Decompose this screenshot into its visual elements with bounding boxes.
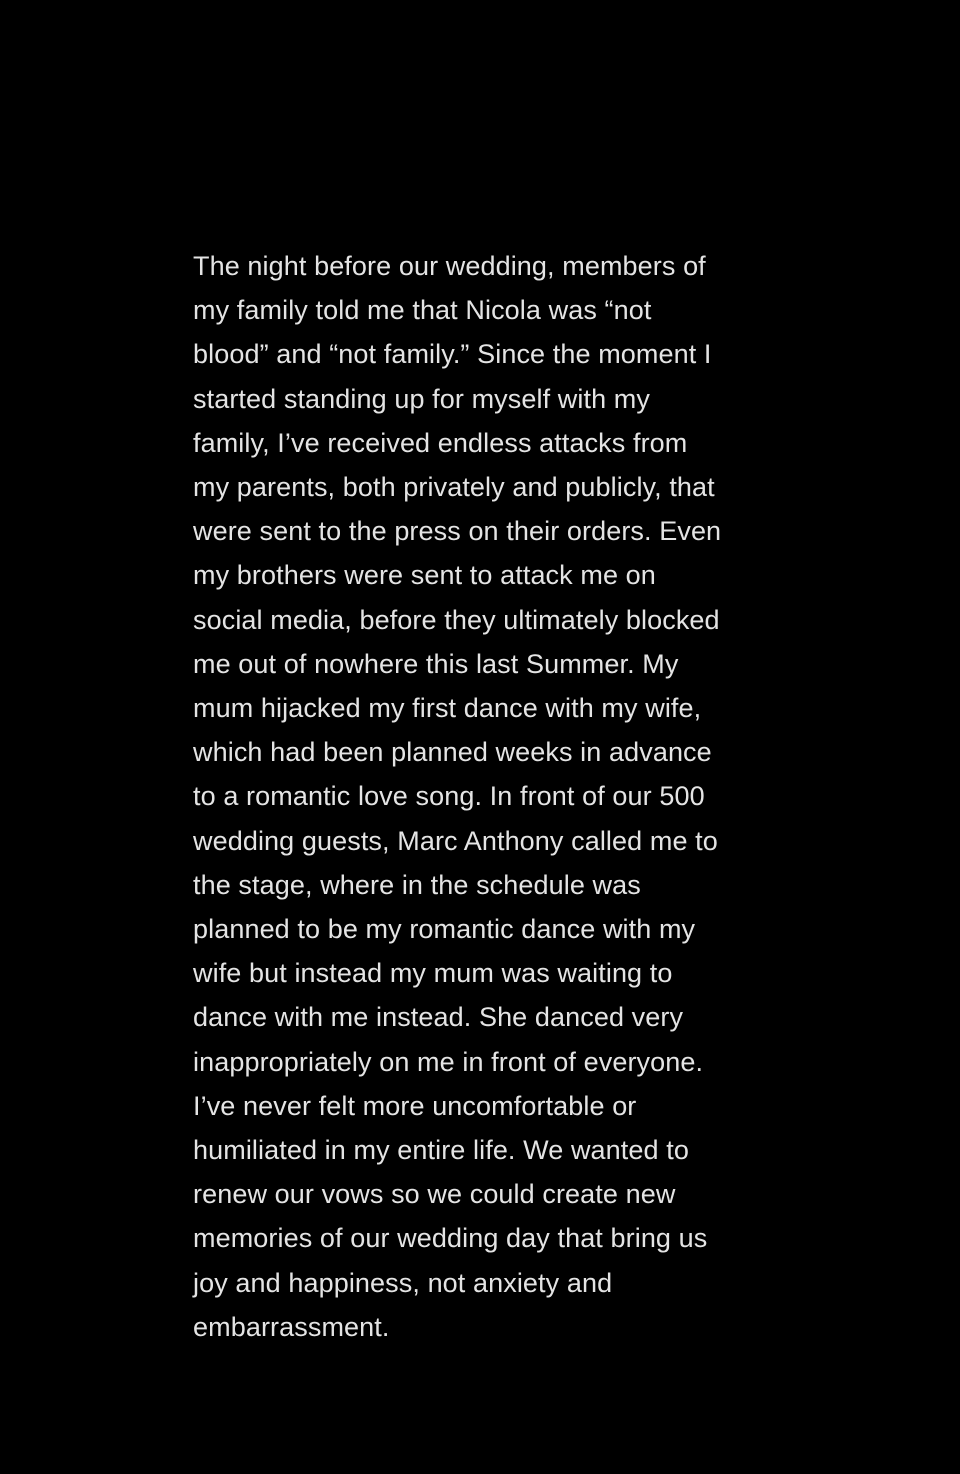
note-line: joy and happiness, not anxiety and — [193, 1267, 613, 1298]
note-line: memories of our wedding day that bring us — [193, 1223, 708, 1254]
note-line: the stage, where in the schedule was — [193, 869, 641, 900]
note-line: The night before our wedding, members of — [193, 251, 706, 281]
note-line: wedding guests, Marc Anthony called me to — [193, 825, 718, 856]
note-line: social media, before they ultimately blocked — [193, 604, 720, 635]
note-line: embarrassment. — [193, 1311, 390, 1342]
note-line: blood” and “not family.” Since the moment I — [193, 339, 712, 370]
note-body-text — [193, 244, 793, 1349]
note-line: my parents, both privately and publicly, that — [193, 472, 715, 503]
note-line: mum hijacked my first dance with my wife, — [193, 693, 702, 724]
note-line: started standing up for myself with my — [193, 383, 650, 414]
note-line: inappropriately on me in front of everyone. — [193, 1046, 704, 1077]
note-line: planned to be my romantic dance with my — [193, 914, 696, 945]
note-line: were sent to the press on their orders. Even — [193, 516, 722, 547]
note-line: dance with me instead. She danced very — [193, 1002, 684, 1033]
note-line: I’ve never felt more uncomfortable or — [193, 1090, 637, 1121]
note-line: which had been planned weeks in advance — [193, 737, 712, 768]
note-line: to a romantic love song. In front of our 500 — [193, 781, 705, 812]
note-line: my brothers were sent to attack me on — [193, 560, 656, 591]
note-line: family, I’ve received endless attacks from — [193, 427, 688, 458]
note-line: me out of nowhere this last Summer. My — [193, 648, 679, 679]
note-line: humiliated in my entire life. We wanted to — [193, 1135, 689, 1166]
note-line: wife but instead my mum was waiting to — [193, 958, 673, 989]
note-line: renew our vows so we could create new — [193, 1179, 676, 1210]
note-line: my family told me that Nicola was “not — [193, 295, 652, 326]
